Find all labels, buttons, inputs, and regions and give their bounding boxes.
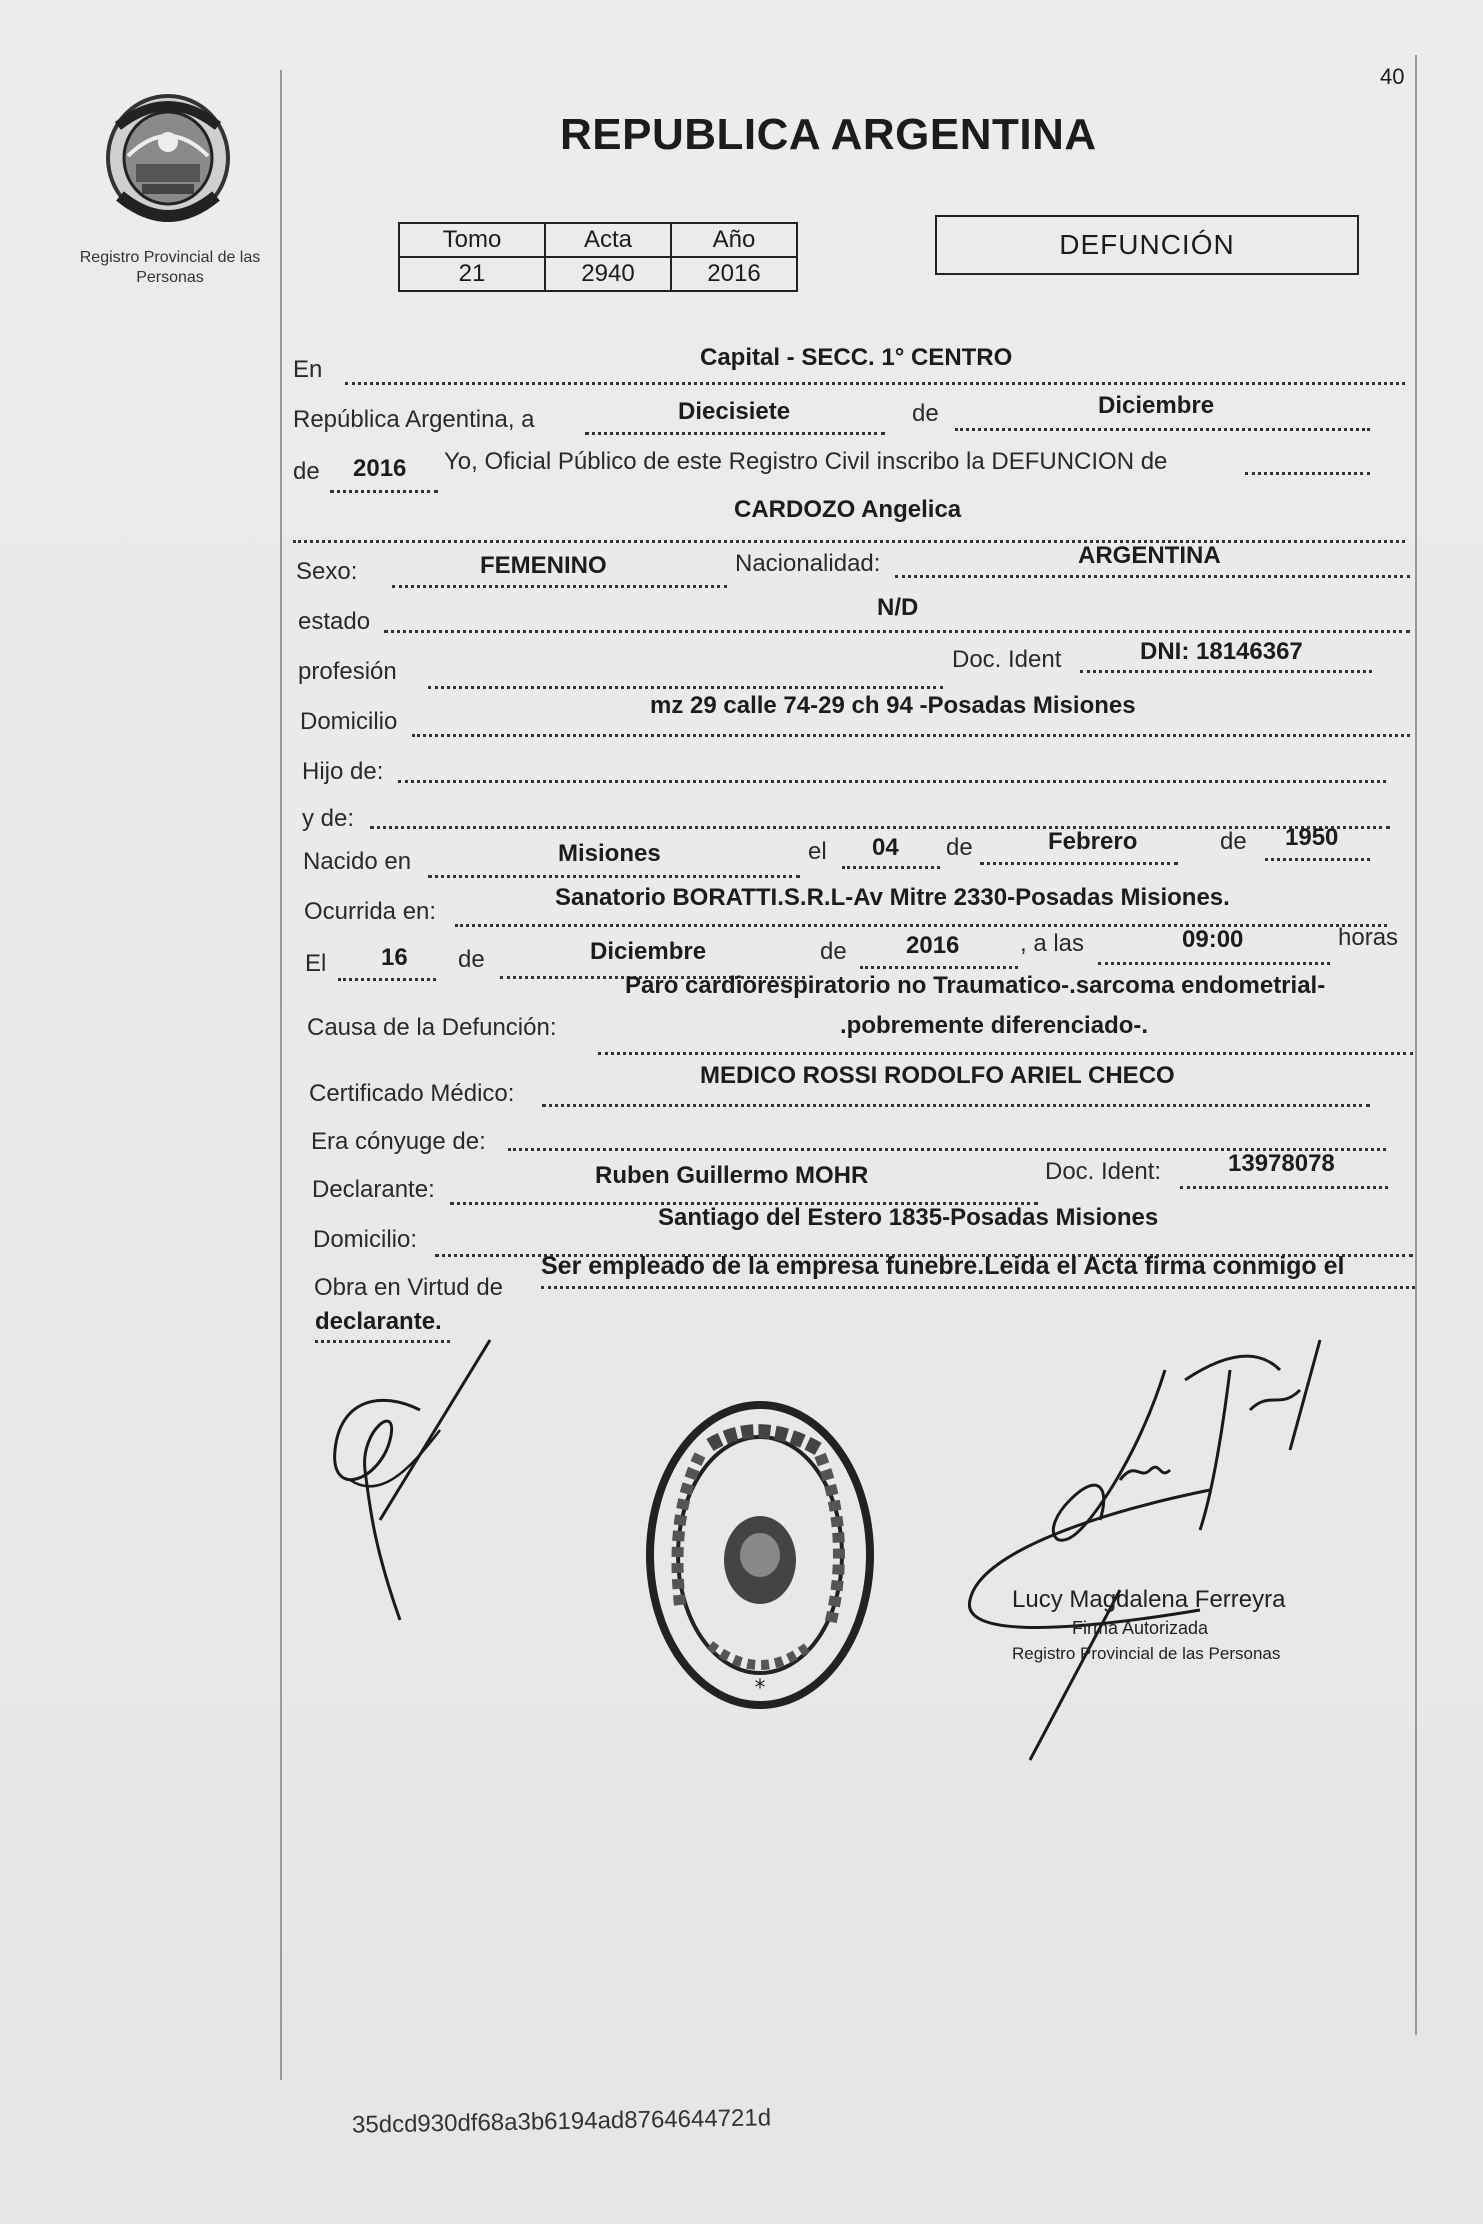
record-header-tomo: Tomo (399, 223, 545, 257)
label-de-nac1: de (946, 834, 973, 861)
value-def-dia: 16 (381, 944, 408, 971)
value-nacido-mes: Febrero (1048, 828, 1138, 855)
official-stamp (640, 1395, 880, 1715)
record-header-acta: Acta (545, 223, 671, 257)
value-ocurrida: Sanatorio BORATTI.S.R.L-Av Mitre 2330-Posadas Misiones. (555, 884, 1230, 911)
label-a-las: , a las (1020, 930, 1085, 957)
value-nacionalidad: ARGENTINA (1078, 542, 1221, 569)
label-doc-ident2: Doc. Ident: (1045, 1158, 1162, 1185)
record-value-anio: 2016 (671, 257, 797, 291)
label-hijo-de: Hijo de: (302, 758, 384, 785)
value-causa-1: Paro cardiorespiratorio no Traumatico-.sarcoma endometrial- (625, 972, 1326, 999)
value-obra-1: Ser empleado de la empresa funebre.Leida el Acta firma conmigo el (541, 1252, 1345, 1280)
label-obra: Obra en Virtud de (314, 1274, 504, 1301)
label-yo: Yo, Oficial Público de este Registro Civil inscribo la DEFUNCION de (444, 448, 1168, 475)
record-table (398, 222, 798, 292)
dotted-line (412, 734, 1410, 737)
label-profesion: profesión (298, 658, 397, 685)
province-seal-logo (98, 86, 238, 226)
label-el-def: El (305, 950, 327, 977)
label-sexo: Sexo: (296, 558, 358, 585)
label-doc-ident: Doc. Ident (952, 646, 1062, 673)
dotted-line (1098, 962, 1330, 965)
label-nacido-en: Nacido en (303, 848, 412, 875)
dotted-line (1080, 670, 1372, 673)
document-type-box: DEFUNCIÓN (935, 215, 1359, 275)
registry-name: Registro Provincial de las Personas (79, 249, 261, 286)
value-declarante-domicilio: Santiago del Estero 1835-Posadas Misiones (658, 1204, 1159, 1231)
dotted-line (384, 630, 1410, 633)
label-horas: horas (1338, 924, 1399, 951)
dotted-line (428, 875, 800, 878)
dotted-line (541, 1286, 1415, 1289)
label-certificado: Certificado Médico: (309, 1080, 515, 1107)
label-declarante: Declarante: (312, 1176, 435, 1203)
value-nombre: CARDOZO Angelica (734, 496, 962, 523)
value-declarante-doc: 13978078 (1228, 1150, 1335, 1177)
value-domicilio: mz 29 calle 74-29 ch 94 -Posadas Misiones (650, 692, 1136, 719)
label-republica: República Argentina, a (293, 406, 535, 433)
dotted-line (585, 432, 885, 435)
value-dia: Diecisiete (678, 398, 791, 425)
label-de-def2: de (820, 938, 847, 965)
label-estado: estado (298, 608, 371, 635)
label-domicilio: Domicilio (300, 708, 398, 735)
page-number: 40 (1380, 64, 1405, 89)
document-title: REPUBLICA ARGENTINA (560, 110, 1097, 159)
dotted-line (398, 780, 1386, 783)
dotted-line (330, 490, 438, 493)
label-ocurrida-en: Ocurrida en: (304, 898, 437, 925)
value-declarante: Ruben Guillermo MOHR (595, 1162, 869, 1189)
label-nacionalidad: Nacionalidad: (735, 550, 881, 577)
label-el: el (808, 838, 827, 865)
value-sexo: FEMENINO (480, 552, 607, 579)
svg-text:*: * (754, 1676, 766, 1701)
dotted-line (338, 978, 436, 981)
dotted-line (293, 540, 1405, 543)
dotted-line (895, 575, 1410, 578)
signer-org: Registro Provincial de las Personas (1012, 1644, 1281, 1663)
label-de-nac2: de (1220, 828, 1247, 855)
value-nacido-lugar: Misiones (558, 840, 661, 867)
value-def-anio: 2016 (906, 932, 960, 959)
right-margin-line (1415, 55, 1417, 2035)
value-def-mes: Diciembre (590, 938, 707, 965)
dotted-line (392, 585, 727, 588)
record-value-tomo: 21 (399, 257, 545, 291)
record-header-anio: Año (671, 223, 797, 257)
dotted-line (1180, 1186, 1388, 1189)
value-nacido-dia: 04 (872, 834, 899, 861)
document-hash: 35dcd930df68a3b6194ad8764644721d (351, 2104, 772, 2139)
dotted-line (428, 686, 943, 689)
dotted-line (980, 862, 1178, 865)
dotted-line (955, 428, 1370, 431)
value-causa-2: .pobremente diferenciado-. (840, 1012, 1149, 1039)
declarant-signature (320, 1330, 500, 1630)
label-de: de (912, 400, 939, 427)
dotted-line (345, 382, 1405, 385)
left-margin-line (280, 70, 282, 2080)
label-y-de: y de: (302, 805, 355, 832)
label-en: En (293, 356, 323, 383)
dotted-line (455, 924, 1387, 927)
official-signature (960, 1330, 1380, 1770)
value-anio: 2016 (353, 455, 407, 482)
signer-name: Lucy Magdalena Ferreyra (1012, 1586, 1286, 1613)
signer-role: Firma Autorizada (1072, 1618, 1209, 1638)
label-conyuge: Era cónyuge de: (311, 1128, 486, 1155)
value-obra-2: declarante. (315, 1308, 442, 1335)
record-value-acta: 2940 (545, 257, 671, 291)
value-doc: DNI: 18146367 (1140, 638, 1303, 665)
label-domicilio2: Domicilio: (313, 1226, 418, 1253)
value-mes: Diciembre (1098, 392, 1215, 419)
label-de2: de (293, 458, 320, 485)
value-lugar: Capital - SECC. 1° CENTRO (700, 344, 1013, 371)
dotted-line (842, 866, 940, 869)
label-de-def1: de (458, 946, 485, 973)
dotted-line (860, 966, 1018, 969)
value-def-hora: 09:00 (1182, 926, 1244, 953)
dotted-line (1265, 858, 1370, 861)
dotted-line (598, 1052, 1413, 1055)
value-certificado: MEDICO ROSSI RODOLFO ARIEL CHECO (700, 1062, 1175, 1089)
dotted-line (542, 1104, 1370, 1107)
value-nacido-anio: 1950 (1285, 824, 1339, 851)
value-estado: N/D (877, 594, 919, 621)
dotted-line (1245, 472, 1370, 475)
label-causa: Causa de la Defunción: (307, 1014, 557, 1041)
